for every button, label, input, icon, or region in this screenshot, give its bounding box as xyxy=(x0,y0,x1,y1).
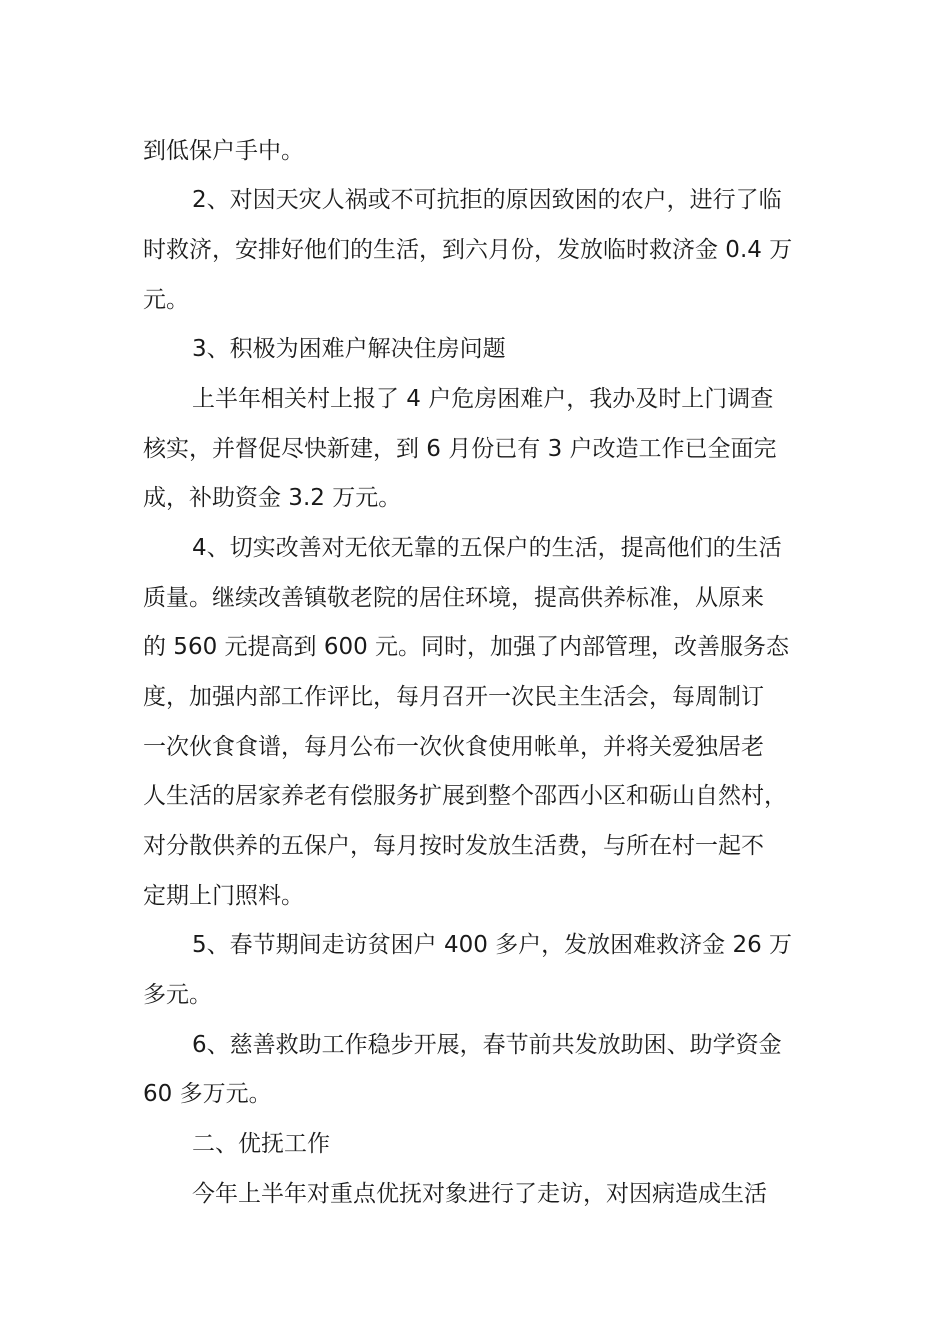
text-line: 3、积极为困难户解决住房问题 xyxy=(192,336,506,362)
section-heading: 二、优抚工作 xyxy=(192,1131,330,1157)
text-line: 6、慈善救助工作稳步开展，春节前共发放助困、助学资金 xyxy=(192,1032,782,1058)
text-line: 度，加强内部工作评比，每月召开一次民主生活会，每周制订 xyxy=(143,684,764,710)
text-line: 上半年相关村上报了 4 户危房困难户，我办及时上门调查 xyxy=(192,386,774,412)
text-line: 核实，并督促尽快新建，到 6 月份已有 3 户改造工作已全面完 xyxy=(143,436,777,462)
text-line: 60 多万元。 xyxy=(143,1081,272,1107)
text-line: 的 560 元提高到 600 元。同时，加强了内部管理，改善服务态 xyxy=(143,634,790,660)
text-line: 时救济，安排好他们的生活，到六月份，发放临时救济金 0.4 万 xyxy=(143,237,793,263)
text-line: 定期上门照料。 xyxy=(143,883,304,909)
text-line: 成，补助资金 3.2 万元。 xyxy=(143,485,402,511)
text-line: 一次伙食食谱，每月公布一次伙食使用帐单，并将关爱独居老 xyxy=(143,734,764,760)
text-line: 4、切实改善对无依无靠的五保户的生活，提高他们的生活 xyxy=(192,535,782,561)
text-line: 5、春节期间走访贫困户 400 多户，发放困难救济金 26 万 xyxy=(192,932,793,958)
text-line: 对分散供养的五保户，每月按时发放生活费，与所在村一起不 xyxy=(143,833,764,859)
text-line: 今年上半年对重点优抚对象进行了走访，对因病造成生活 xyxy=(192,1181,767,1207)
text-line: 到低保户手中。 xyxy=(143,138,304,164)
text-line: 人生活的居家养老有偿服务扩展到整个邵西小区和砺山自然村， xyxy=(143,783,787,809)
text-line: 质量。继续改善镇敬老院的居住环境，提高供养标准，从原来 xyxy=(143,585,764,611)
text-line: 2、对因天灾人祸或不可抗拒的原因致困的农户，进行了临 xyxy=(192,187,782,213)
text-line: 元。 xyxy=(143,287,189,313)
text-line: 多元。 xyxy=(143,982,212,1008)
